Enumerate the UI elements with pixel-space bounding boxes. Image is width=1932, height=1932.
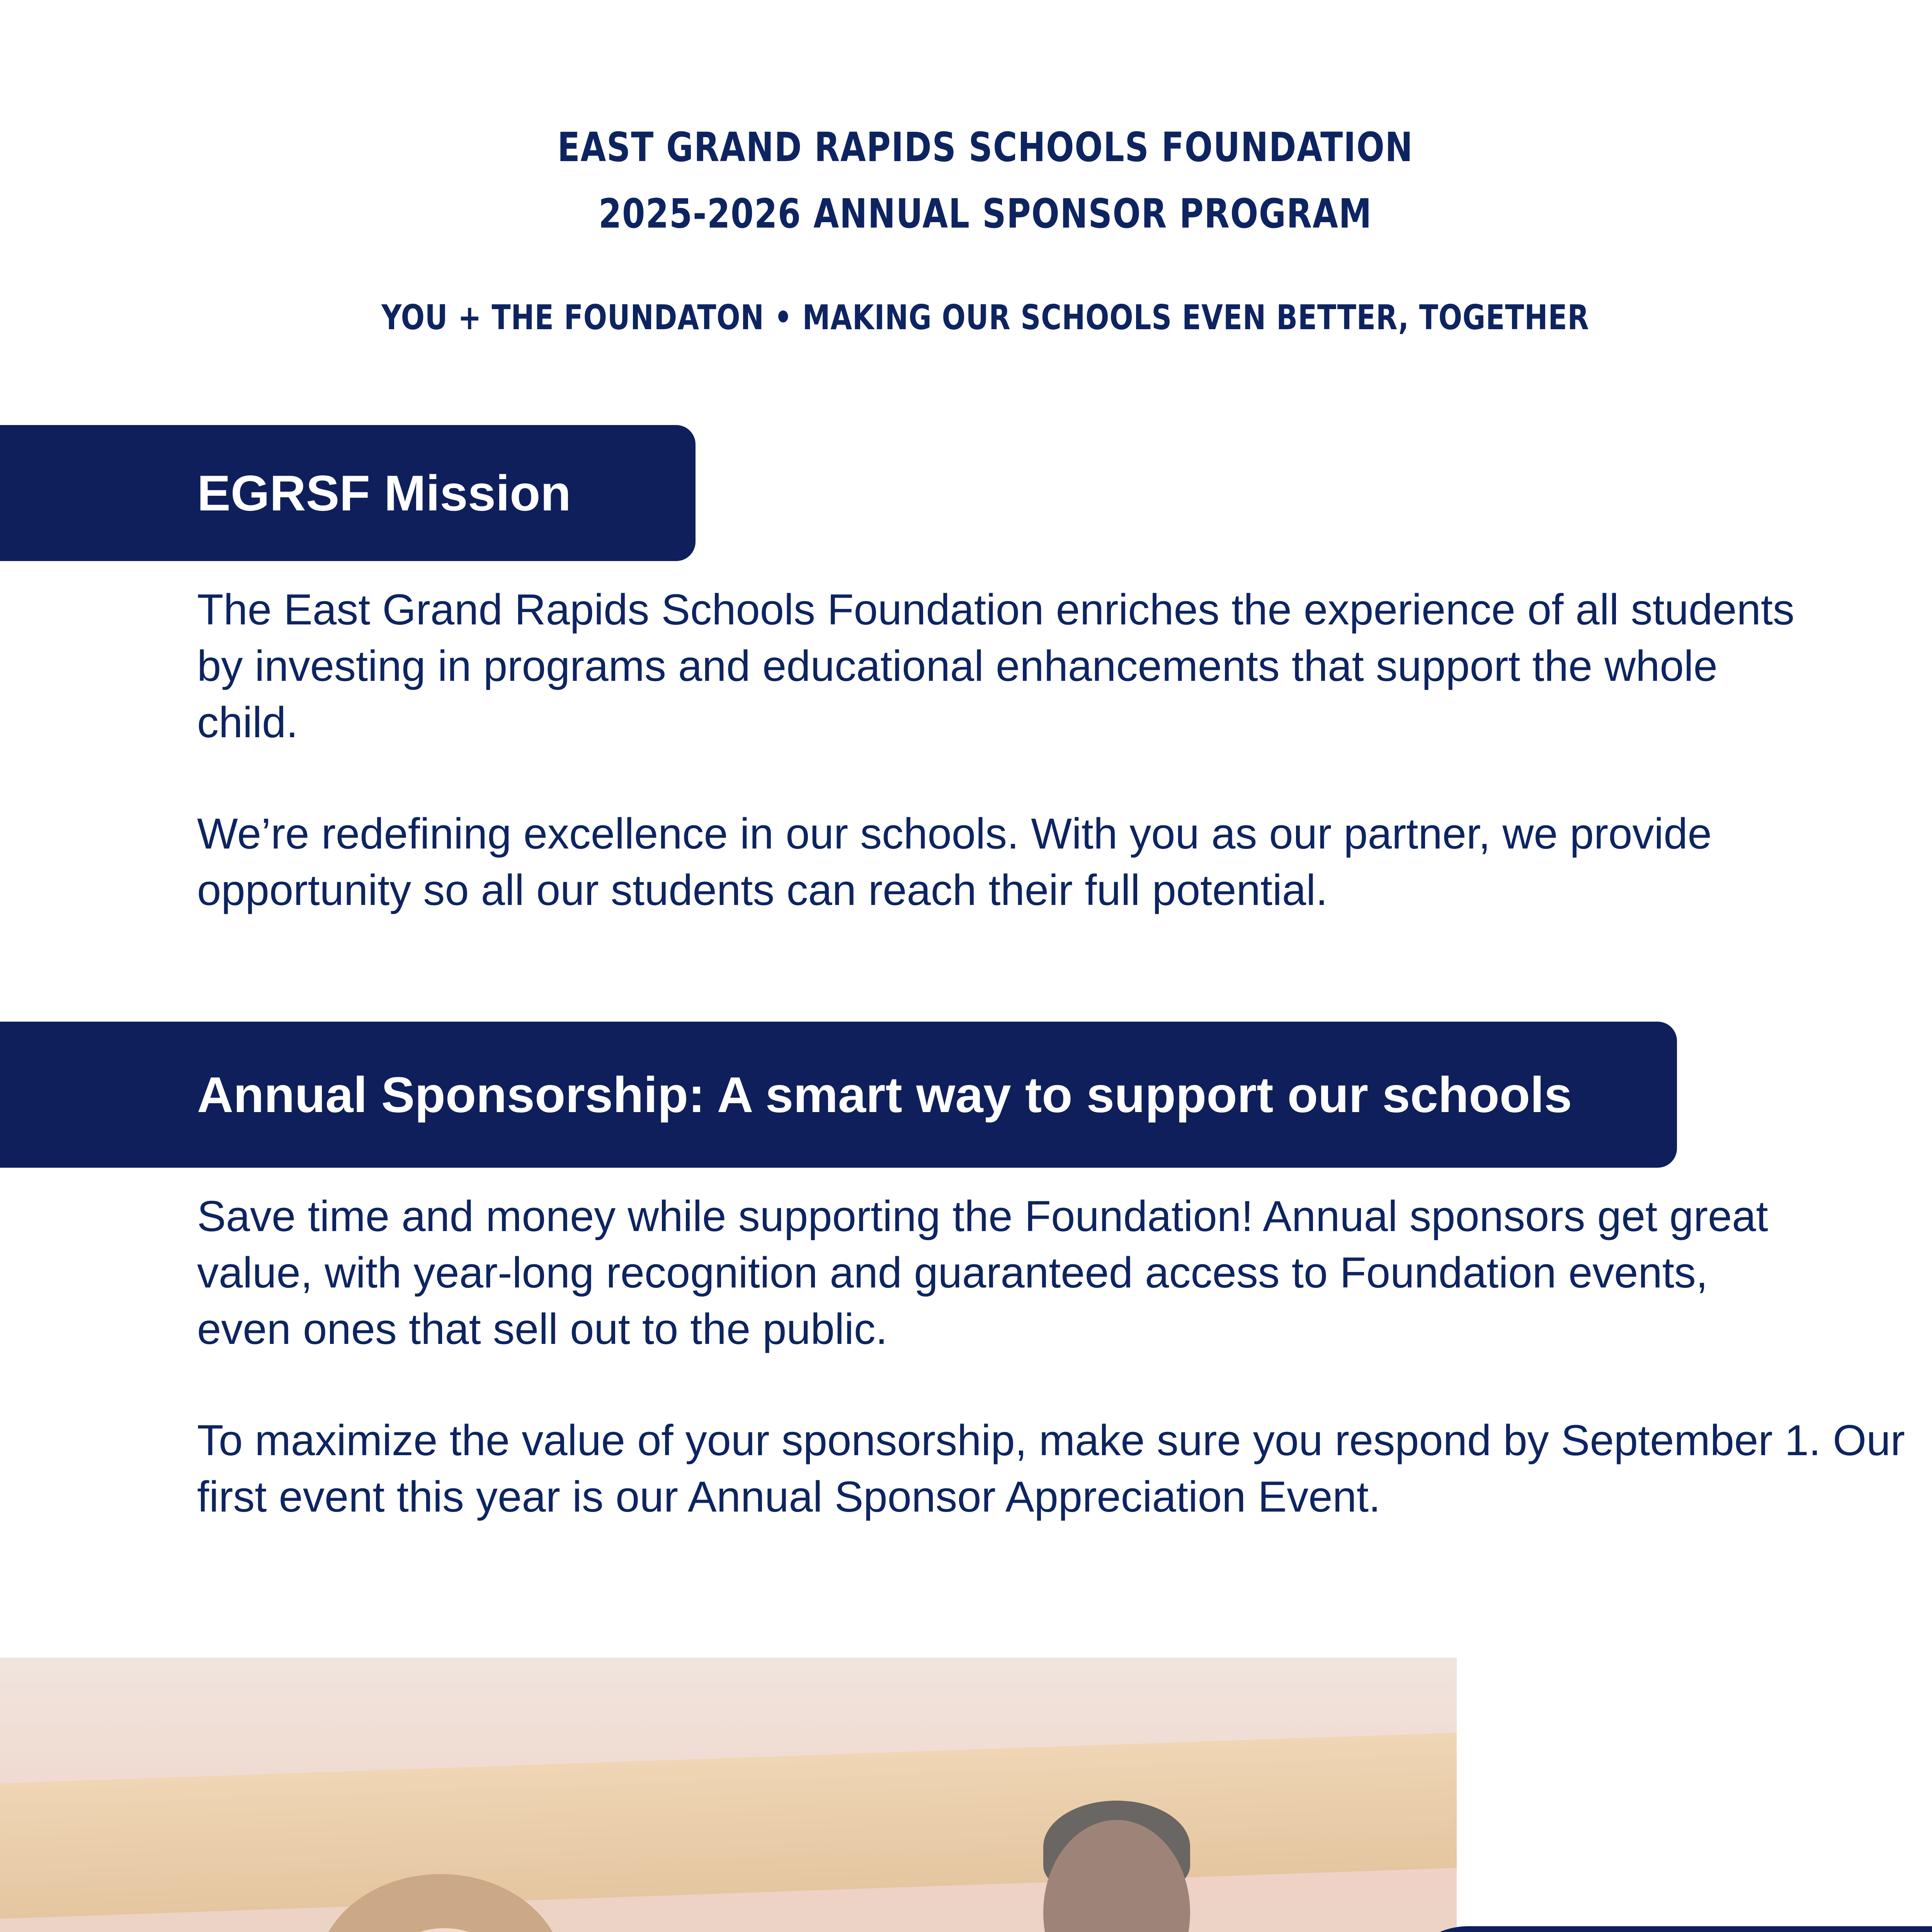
sponsorship-heading-banner <box>0 1022 1677 1168</box>
mission-heading: EGRSF Mission <box>197 465 571 521</box>
mission-paragraph-1: The East Grand Rapids Schools Foundation enriches the experience of all students by investing in programs and educational enhancements that support the whole child. <box>197 585 1794 747</box>
tagline: YOU + THE FOUNDATON • MAKING OUR SCHOOLS EVEN BETTER, TOGETHER <box>381 298 1589 337</box>
sponsorship-paragraph-1: Save time and money while supporting the Foundation! Annual sponsors get great value, with year-long recognition and guaranteed access to Foundation events, even ones that sell out to the public. <box>197 1192 1768 1353</box>
students-in-auditorium-photo <box>0 1658 1457 1932</box>
sponsorship-heading: Annual Sponsorship: A smart way to support our schools <box>197 1066 1572 1123</box>
foundation-logo-card <box>1395 1926 1932 1932</box>
document-title-line2: 2025-2026 ANNUAL SPONSOR PROGRAM <box>599 190 1372 237</box>
mission-heading-banner <box>0 425 696 561</box>
mission-paragraph-2: We’re redefining excellence in our schools. With you as our partner, we provide opportunity so all our students can reach their full potential. <box>197 810 1712 914</box>
document-title-line1: EAST GRAND RAPIDS SCHOOLS FOUNDATION <box>557 124 1413 171</box>
sponsorship-paragraph-2: To maximize the value of your sponsorship, make sure you respond by September 1. Our first event this year is our Annual Sponsor Appreciation Event. <box>197 1416 1905 1521</box>
